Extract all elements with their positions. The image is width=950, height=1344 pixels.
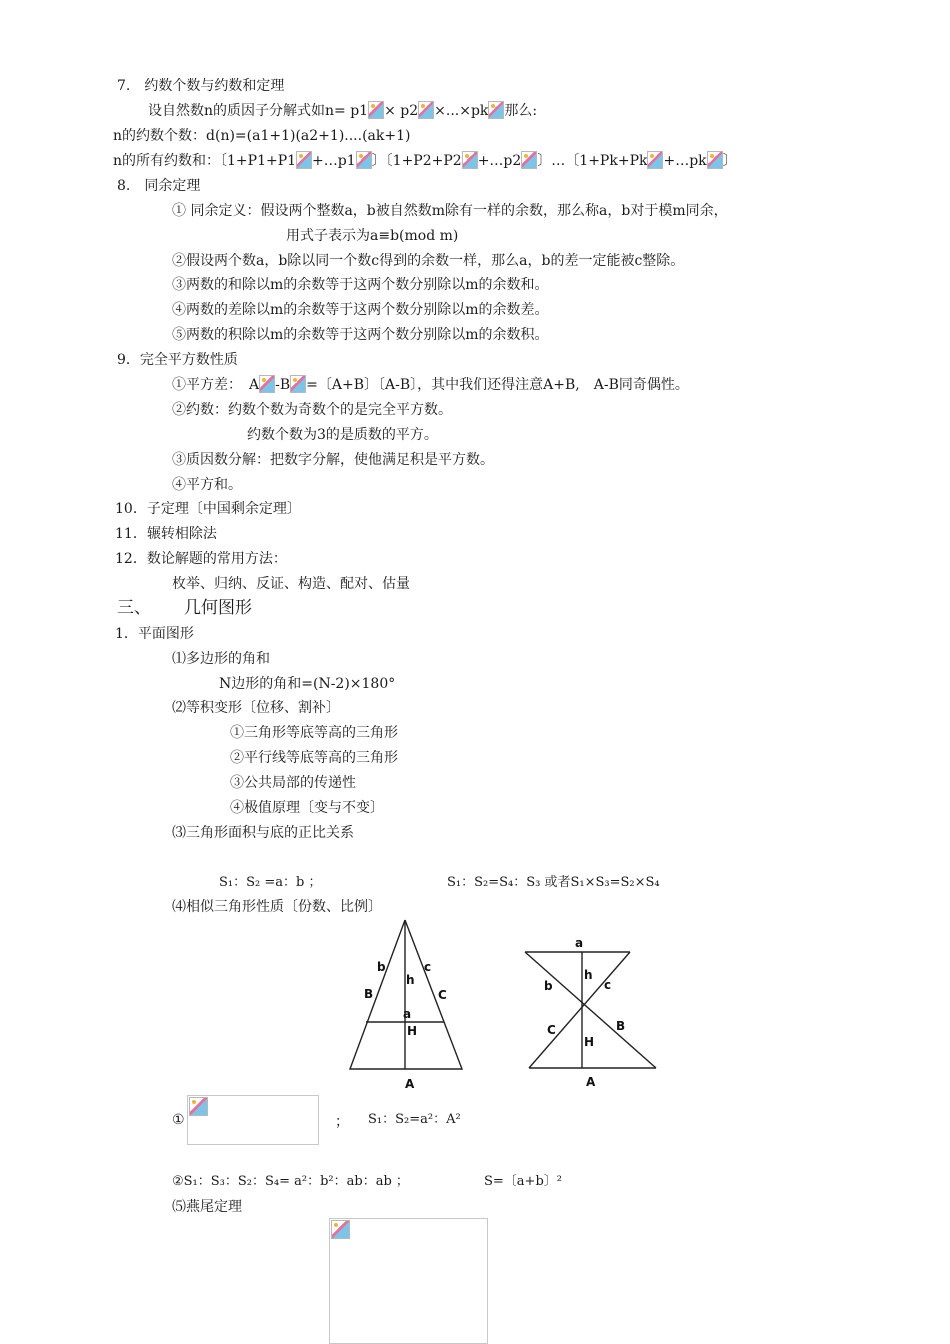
prop1-separator: ； — [335, 1114, 349, 1130]
s7-divisor-sum — [113, 151, 737, 171]
s7-sum-a: +…p1 — [312, 153, 356, 169]
g1-p2: ⑵等积变形〔位移、割补〕 — [172, 700, 340, 716]
s12-methods: 枚举、归纳、反证、构造、配对、估量 — [172, 576, 410, 592]
broken-image-icon — [368, 101, 384, 119]
label-c: c — [424, 960, 432, 974]
prop1-number: ① — [172, 1112, 185, 1128]
s7-title: 7. 约数个数与约数和定理 — [117, 78, 285, 94]
g1-p2d: ④极值原理〔变与不变〕 — [230, 800, 384, 816]
g1-p1: ⑴多边形的角和 — [172, 651, 270, 667]
g1-p1b: N边形的角和=(N-2)×180° — [219, 676, 396, 692]
label-B: B — [616, 1019, 626, 1033]
label-H: H — [584, 1035, 595, 1049]
g1-title: 1．平面图形 — [115, 626, 194, 642]
label-C: C — [547, 1023, 556, 1037]
ratio-1: S₁：S₂ =a：b ； — [219, 875, 322, 890]
part3-title: 几何图形 — [184, 598, 252, 618]
s7-factorization — [148, 101, 537, 121]
s7-sum-d: 〕…〔1+Pk+Pk — [537, 153, 648, 169]
s9-item-2: ②约数：约数个数为奇数个的是完全平方数。 — [172, 402, 452, 418]
s12-title: 12．数论解题的常用方法： — [115, 551, 287, 567]
s9-item-1 — [172, 375, 689, 395]
s8-item-3: ③两数的和除以m的余数等于这两个数分别除以m的余数和。 — [172, 277, 549, 293]
hourglass-figure — [520, 930, 665, 1095]
label-a: a — [403, 1007, 412, 1021]
broken-image-icon — [296, 151, 312, 169]
s7-factor-x1: × p2 — [384, 103, 419, 119]
broken-image-icon — [356, 151, 372, 169]
prop2-sum: S=〔a+b〕² — [484, 1174, 562, 1189]
s9-item-3: ③质因数分解：把数字分解，使他满足积是平方数。 — [172, 452, 494, 468]
s9-title: 9．完全平方数性质 — [117, 352, 238, 368]
s7-sum-c: +…p2 — [477, 153, 522, 169]
broken-image-icon — [707, 151, 723, 169]
prop2-formula: ②S₁：S₃：S₂：S₄= a²：b²：ab：ab ； — [172, 1174, 409, 1189]
prop1-formula: S₁：S₂=a²：A² — [368, 1112, 461, 1127]
s7-factor-pre: 设自然数n的质因子分解式如n= p1 — [148, 103, 369, 119]
s8-item-1b: 用式子表示为a≡b(mod m) — [286, 228, 459, 244]
s9-i1-post: =〔A+B〕〔A-B〕，其中我们还得注意A+B, A-B同奇偶性。 — [306, 377, 689, 393]
broken-image-icon — [290, 375, 306, 393]
label-H: H — [407, 1024, 418, 1038]
s7-factor-x2: ×...×pk — [434, 103, 489, 119]
ratio-2: S₁：S₂=S₄：S₃ 或者S₁×S₃=S₂×S₄ — [447, 875, 660, 890]
label-A: A — [586, 1075, 596, 1089]
s9-item-4: ④平方和。 — [172, 477, 242, 493]
s9-i1-pre: ①平方差： A — [172, 377, 260, 393]
broken-image-icon — [331, 1220, 350, 1239]
s8-item-4: ④两数的差除以m的余数等于这两个数分别除以m的余数差。 — [172, 302, 549, 318]
broken-image-icon — [488, 101, 504, 119]
broken-image-icon — [521, 151, 537, 169]
part3-number: 三、 — [117, 598, 151, 618]
broken-image-icon — [462, 151, 478, 169]
s8-item-5: ⑤两数的积除以m的余数等于这两个数分别除以m的余数积。 — [172, 327, 549, 343]
label-a: a — [575, 936, 584, 950]
s7-sum-e: +…pk — [663, 153, 707, 169]
g1-p2b: ②平行线等底等高的三角形 — [230, 750, 398, 766]
g1-p5: ⑸燕尾定理 — [172, 1199, 242, 1215]
s7-divisor-count: n的约数个数：d(n)=(a1+1)(a2+1)....(ak+1) — [113, 128, 411, 144]
s8-item-1: ① 同余定义：假设两个整数a，b被自然数m除有一样的余数，那么称a，b对于模m同余， — [172, 203, 728, 219]
g1-p3: ⑶三角形面积与底的正比关系 — [172, 825, 354, 841]
label-h: h — [406, 973, 415, 987]
s7-factor-post: 那么: — [504, 103, 538, 119]
broken-image-icon — [189, 1097, 208, 1116]
label-A: A — [405, 1077, 415, 1091]
g1-p2c: ③公共局部的传递性 — [230, 775, 356, 791]
s10-title: 10．子定理〔中国剩余定理〕 — [115, 501, 301, 517]
image-placeholder — [187, 1095, 319, 1145]
similar-triangle-figure — [340, 915, 470, 1095]
label-c: c — [604, 978, 612, 992]
s7-sum-pre: n的所有约数和：〔1+P1+P1 — [113, 153, 297, 169]
g1-p2a: ①三角形等底等高的三角形 — [230, 725, 398, 741]
broken-image-icon — [259, 375, 275, 393]
s7-sum-b: 〕〔1+P2+P2 — [371, 153, 462, 169]
label-b: b — [544, 979, 553, 993]
s8-item-2: ②假设两个数a，b除以同一个数c得到的余数一样，那么a，b的差一定能被c整除。 — [172, 253, 685, 269]
label-C: C — [438, 988, 447, 1002]
s7-sum-f: 〕 — [722, 153, 737, 169]
s9-item-2b: 约数个数为3的是质数的平方。 — [247, 427, 438, 443]
broken-image-icon — [418, 101, 434, 119]
s11-title: 11．辗转相除法 — [115, 526, 217, 542]
s8-title: 8. 同余定理 — [117, 178, 201, 194]
label-b: b — [377, 960, 386, 974]
g1-p4: ⑷相似三角形性质〔份数、比例〕 — [172, 899, 382, 915]
label-B: B — [364, 987, 374, 1001]
broken-image-icon — [647, 151, 663, 169]
label-h: h — [584, 968, 593, 982]
s9-i1-mid: -B — [275, 377, 291, 393]
image-placeholder — [329, 1218, 488, 1344]
